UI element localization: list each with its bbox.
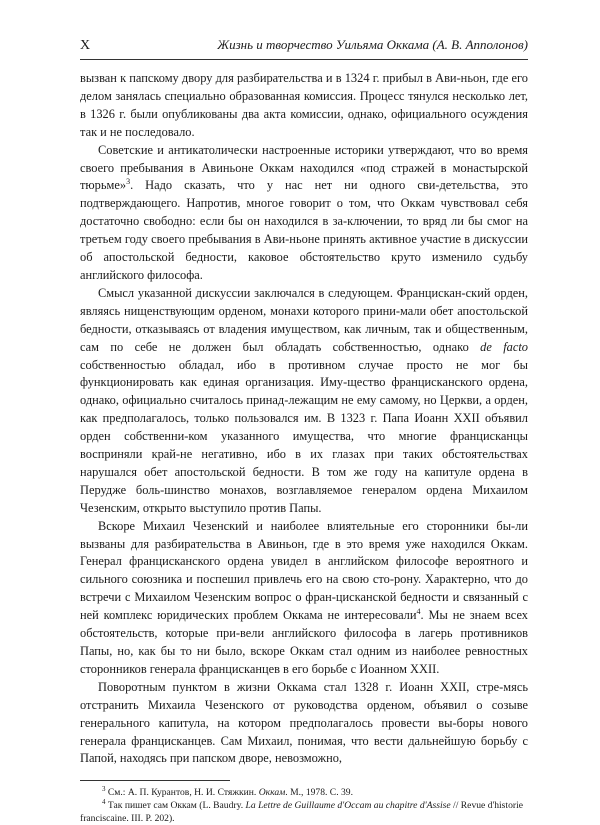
footnote-ref-4[interactable]: 4 [416, 607, 421, 617]
footnote-ref-3[interactable]: 3 [126, 177, 131, 187]
page-number: X [80, 38, 91, 53]
footnote-3-text-a: См.: А. П. Курантов, Н. И. Стяжкин. [105, 787, 259, 799]
paragraph-3-italic: de facto [480, 339, 528, 354]
paragraph-3-text-a: Смысл указанной дискуссии заключался в следующем. Францискан-ский орден, являясь нищенствующим орденом, монахи которого прини-мали обет апостольской бедности, отказываясь от владения имуществом, как личным, так и общественным, сам по себе не должен был обладать собственностью, однако [80, 285, 528, 354]
running-title [217, 36, 528, 53]
footnotes [80, 786, 528, 825]
paragraph-4-text-a: Вскоре Михаил Чезенский и наиболее влиятельные его сторонники бы-ли вызваны для разбирательства в Авиньон, где в это время уже находился Оккам. Генерал францисканского ордена увидел в английском философе вероятного и сильного союзника и поспешил привлечь его на свою сто-рону. Характерно, что до встречи с Михаилом Чезенским вопрос о фран-цисканской бедности и связанный с ней комплекс юридических проблем Оккама не интересовали [80, 518, 528, 623]
footnote-4-number: 4 [102, 798, 106, 807]
paragraph-2-text-a: Советские и антикатолически настроенные историки утверждают, что во время своего пребывания в Авиньоне Оккам находился «под стражей в монастырской тюрьме» [80, 142, 528, 193]
paragraph-5: Поворотным пунктом в жизни Оккама стал 1328 г. Иоанн XXII, стре-мясь отстранить Михаила Чезенского от руководства орденом, объявил о созыве генерального капитула, на котором предполагалось провести вы-боры нового генерала францисканцев. Сам Михаил, понимая, что вести дальнейшую борьбу с Папой, находясь при папском дворе, невозможно, [80, 679, 528, 766]
running-title-close: ) [523, 37, 528, 52]
footnote-divider [80, 780, 230, 781]
footnote-3-italic: Оккам [258, 787, 286, 799]
footnote-4-text-b: // Revue d'historie franciscaine. III. P. 202). [80, 800, 523, 825]
footnote-3-text-b: . М., 1978. С. 39. [285, 787, 353, 799]
running-title-text: Жизнь и творчество Уильяма Оккама ( [217, 37, 437, 52]
footnote-4-italic: La Lettre de Guillaume d'Occam au chapitre d'Assise [245, 800, 451, 812]
paragraph-2 [80, 142, 528, 285]
footnote-3 [80, 786, 528, 799]
paragraph-3-text-b: собственностью обладал, ибо в противном случае просто не мог бы функционировать как единая организация. Иму-щество францисканского ордена, однако, официально считалось принад-лежащим не ему самому, но Церкви, а орден, как предполагалось, только пользовался им. В 1323 г. Папа Иоанн XXII объявил орден собственни-ком указанного имущества, что многие францисканцы восприняли край-не негативно, ибо в их глазах при таких обстоятельствах нарушался обет апостольской бедности. В том же году на капитуле ордена в Перудже боль-шинство монахов, возглавляемое генералом ордена Михаилом Чезенским, открыто выступило против Папы. [80, 357, 528, 515]
footnote-4-text-a: Так пишет сам Оккам (L. Baudry. [105, 800, 246, 812]
running-title-author: А. В. Апполонов [436, 37, 524, 52]
paragraph-2-text-b: . Надо сказать, что у нас нет ни одного сви-детельства, это подтверждающего. Напротив, многое говорит о том, что Оккам чувствовал себя достаточно свободно: если бы он находился в за-ключении, то вряд ли бы смог на третьем году своего пребывания в Ави-ньоне принять активное участие в дискуссии об апостольской бедности, каковое обстоятельство круто изменило судьбу английского философа. [80, 178, 528, 282]
paragraph-3 [80, 285, 528, 518]
footnote-4 [80, 799, 528, 825]
paragraph-4-text-b: . Мы не знаем всех обстоятельств, которые при-вели английского философа в лагерь противников Папы, но, как бы то ни было, вскоре Оккам стал одним из наиболее ревностных сторонников генерала францисканцев в его борьбе с Иоанном XXII. [80, 608, 528, 676]
running-head [80, 36, 528, 60]
paragraph-1: вызван к папскому двору для разбирательства и в 1324 г. прибыл в Ави-ньон, где его делом занялась специально образованная комиссия. Процесс тянулся несколько лет, в 1326 г. были опубликованы два акта комиссии, однако, официального осуждения так и не последовало. [80, 71, 528, 139]
main-text [80, 70, 528, 768]
paragraph-4 [80, 518, 528, 679]
footnote-3-number: 3 [102, 785, 106, 794]
